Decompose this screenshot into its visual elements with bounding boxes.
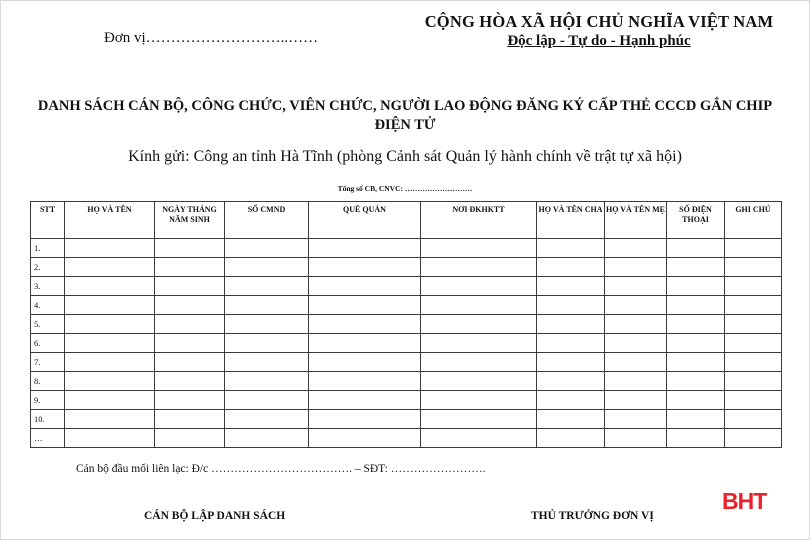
col-header-phone: SỐ ĐIỆN THOẠI (667, 202, 725, 239)
table-cell (421, 296, 537, 315)
table-cell (725, 391, 782, 410)
table-body (31, 239, 782, 448)
document-title: DANH SÁCH CÁN BỘ, CÔNG CHỨC, VIÊN CHỨC, NGƯỜI LAO ĐỘNG ĐĂNG KÝ CẤP THẺ CCCD GẮN CHIP ĐIỆN TỬ (37, 98, 773, 133)
table-cell (155, 410, 225, 429)
table-row (31, 429, 782, 448)
table-cell (309, 277, 421, 296)
table-cell (225, 258, 309, 277)
table-cell (667, 372, 725, 391)
table-cell (537, 296, 605, 315)
table-cell (155, 334, 225, 353)
table-cell (667, 296, 725, 315)
table-cell (225, 391, 309, 410)
table-cell (155, 353, 225, 372)
table-cell (667, 258, 725, 277)
table-cell (667, 429, 725, 448)
table-row (31, 277, 782, 296)
table-row (31, 296, 782, 315)
table-cell (667, 410, 725, 429)
table-cell (155, 258, 225, 277)
table-cell (421, 429, 537, 448)
table-cell (667, 391, 725, 410)
table-cell (421, 239, 537, 258)
table-row (31, 239, 782, 258)
table-cell (605, 334, 667, 353)
col-header-residence: NƠI ĐKHKTT (421, 202, 537, 239)
table-cell (605, 372, 667, 391)
table-cell (725, 315, 782, 334)
table-cell (65, 239, 155, 258)
table-cell (421, 277, 537, 296)
row-number-cell: 6. (31, 334, 65, 353)
table-cell (537, 239, 605, 258)
table-cell (667, 315, 725, 334)
table-cell (725, 334, 782, 353)
table-cell (537, 277, 605, 296)
signer-right-label: THỦ TRƯỞNG ĐƠN VỊ (531, 510, 654, 522)
table-cell (537, 429, 605, 448)
table-cell (65, 296, 155, 315)
table-cell (537, 391, 605, 410)
table-cell (725, 277, 782, 296)
col-header-father-name: HỌ VÀ TÊN CHA (537, 202, 605, 239)
table-row (31, 334, 782, 353)
table-cell (725, 410, 782, 429)
table-cell (421, 334, 537, 353)
table-cell (605, 239, 667, 258)
table-cell (65, 391, 155, 410)
table-cell (309, 429, 421, 448)
table-cell (537, 258, 605, 277)
table-cell (309, 239, 421, 258)
row-number-cell: 4. (31, 296, 65, 315)
nation-motto: Độc lập - Tự do - Hạnh phúc (507, 33, 691, 49)
table-cell (155, 296, 225, 315)
table-cell (725, 372, 782, 391)
table-cell (605, 410, 667, 429)
table-cell (65, 334, 155, 353)
table-cell (65, 410, 155, 429)
table-cell (65, 372, 155, 391)
col-header-stt: STT (31, 202, 65, 239)
table-cell (155, 239, 225, 258)
table-cell (225, 429, 309, 448)
table-cell (421, 353, 537, 372)
total-count-line: Tổng số CB, CNVC: ……………………… (337, 184, 473, 193)
recipient-line: Kính gửi: Công an tỉnh Hà Tĩnh (phòng Cảnh sát Quản lý hành chính về trật tự xã hội) (128, 148, 682, 165)
table-cell (65, 429, 155, 448)
row-number-cell: 8. (31, 372, 65, 391)
table-row (31, 391, 782, 410)
table-row (31, 410, 782, 429)
table-cell (309, 296, 421, 315)
table-cell (605, 277, 667, 296)
table-cell (421, 315, 537, 334)
col-header-id-number: SỐ CMND (225, 202, 309, 239)
table-cell (725, 296, 782, 315)
nation-title: CỘNG HÒA XÃ HỘI CHỦ NGHĨA VIỆT NAM (424, 12, 774, 31)
table-cell (605, 353, 667, 372)
col-header-note: GHI CHÚ (725, 202, 782, 239)
table-cell (155, 429, 225, 448)
table-cell (537, 334, 605, 353)
table-cell (667, 239, 725, 258)
table-cell (537, 353, 605, 372)
table-cell (605, 315, 667, 334)
table-cell (605, 296, 667, 315)
registration-table (30, 201, 782, 448)
table-cell (667, 334, 725, 353)
table-cell (225, 353, 309, 372)
table-cell (725, 258, 782, 277)
table-cell (65, 277, 155, 296)
table-cell (537, 315, 605, 334)
table-cell (667, 353, 725, 372)
row-number-cell: 1. (31, 239, 65, 258)
table-cell (421, 391, 537, 410)
table-cell (225, 372, 309, 391)
table-cell (309, 372, 421, 391)
table-cell (309, 353, 421, 372)
table-cell (421, 258, 537, 277)
table-cell (605, 258, 667, 277)
table-cell (225, 410, 309, 429)
table-cell (667, 277, 725, 296)
table-row (31, 315, 782, 334)
table-cell (309, 334, 421, 353)
table-cell (225, 296, 309, 315)
table-row (31, 353, 782, 372)
table-row (31, 372, 782, 391)
unit-label: Đơn vị………………………..…… (104, 30, 319, 46)
table-cell (537, 410, 605, 429)
table-row (31, 258, 782, 277)
table-cell (225, 277, 309, 296)
table-cell (725, 429, 782, 448)
table-cell (309, 391, 421, 410)
col-header-birth-date: NGÀY THÁNG NĂM SINH (155, 202, 225, 239)
row-number-cell: 5. (31, 315, 65, 334)
table-cell (421, 372, 537, 391)
table-cell (605, 429, 667, 448)
row-number-cell: 10. (31, 410, 65, 429)
table-cell (309, 258, 421, 277)
bht-logo: BHT (722, 488, 767, 514)
table-cell (309, 410, 421, 429)
table-cell (65, 315, 155, 334)
table-cell (155, 391, 225, 410)
table-cell (225, 239, 309, 258)
row-number-cell: 2. (31, 258, 65, 277)
contact-line: Cán bộ đầu mối liên lạc: Đ/c ………………………………. – SĐT: ……………………. (76, 463, 486, 475)
table-header-row (31, 202, 782, 239)
table-cell (725, 239, 782, 258)
row-number-cell: 9. (31, 391, 65, 410)
table-cell (155, 277, 225, 296)
table-cell (65, 258, 155, 277)
national-header (414, 12, 784, 50)
col-header-hometown: QUÊ QUÁN (309, 202, 421, 239)
row-number-cell: … (31, 429, 65, 448)
table-cell (421, 410, 537, 429)
row-number-cell: 3. (31, 277, 65, 296)
table-cell (65, 353, 155, 372)
table-cell (155, 315, 225, 334)
table-cell (309, 315, 421, 334)
table-cell (605, 391, 667, 410)
table-cell (537, 372, 605, 391)
signer-left-label: CÁN BỘ LẬP DANH SÁCH (144, 510, 286, 522)
col-header-mother-name: HỌ VÀ TÊN MẸ (605, 202, 667, 239)
table-cell (225, 315, 309, 334)
table-cell (225, 334, 309, 353)
table-cell (155, 372, 225, 391)
col-header-full-name: HỌ VÀ TÊN (65, 202, 155, 239)
row-number-cell: 7. (31, 353, 65, 372)
table-cell (725, 353, 782, 372)
